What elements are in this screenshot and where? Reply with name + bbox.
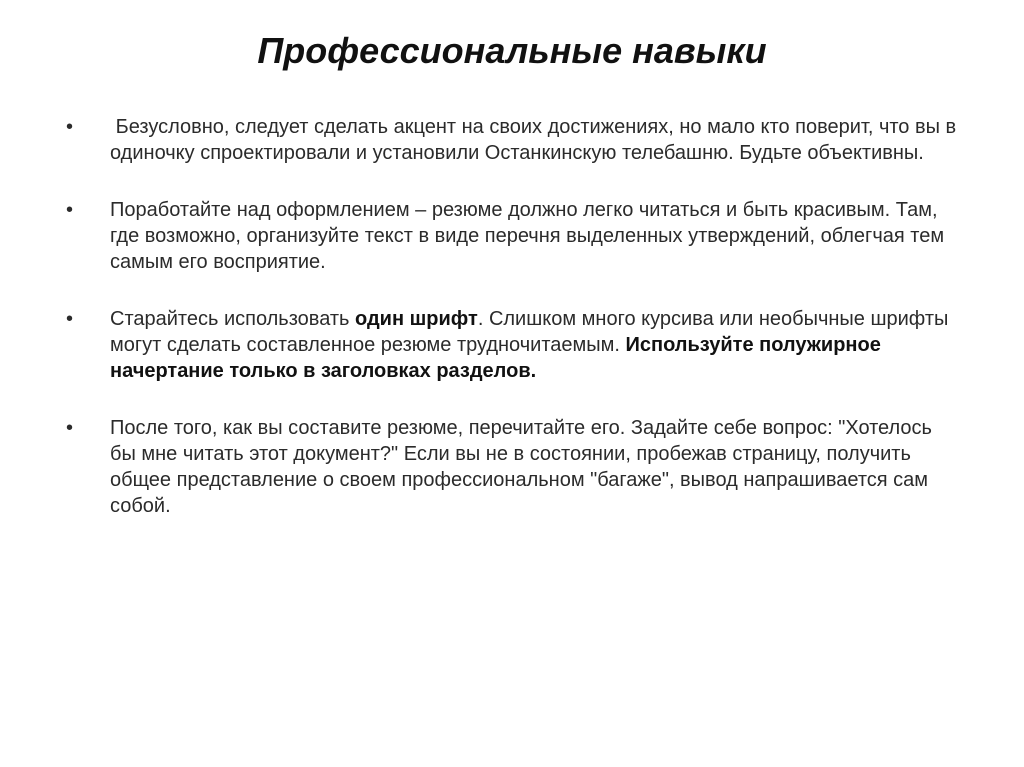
bullet-text-bold: один шрифт: [355, 308, 478, 330]
bullet-item: [60, 306, 960, 384]
bullet-text: После того, как вы составите резюме, перечитайте его. Задайте себе вопрос: "Хотелось бы мне читать этот документ?" Если вы не в состоянии, пробежав страницу, получить общее представление о своем профессиональном "багаже", вывод напрашивается сам собой.: [110, 417, 932, 517]
bullet-text-part: . Слишком много курсива или необычные шрифты могут сделать составленное резюме трудночитаемым.: [110, 308, 949, 356]
bullet-icon: •: [66, 417, 74, 439]
bullet-text-part: Старайтесь использовать: [110, 308, 356, 330]
bullet-item: [60, 415, 960, 519]
bullet-icon: •: [66, 116, 74, 138]
bullet-text: [110, 306, 960, 384]
bullet-list: [60, 114, 960, 550]
bullet-text: Поработайте над оформлением – резюме должно легко читаться и быть красивым. Там, где возможно, организуйте текст в виде перечня выделенных утверждений, облегчая тем самым его восприятие.: [110, 199, 945, 273]
bullet-icon: •: [66, 199, 74, 221]
bullet-text: Безусловно, следует сделать акцент на своих достижениях, но мало кто поверит, что вы в одиночку спроектировали и установили Останкинскую телебашню. Будьте объективны.: [110, 116, 962, 164]
slide-title: Профессиональные навыки: [257, 30, 767, 71]
bullet-text-bold: Используйте полужирное начертание только в заголовках разделов.: [110, 334, 881, 382]
bullet-item: [60, 114, 960, 166]
bullet-icon: •: [66, 308, 74, 330]
bullet-item: [60, 197, 960, 275]
